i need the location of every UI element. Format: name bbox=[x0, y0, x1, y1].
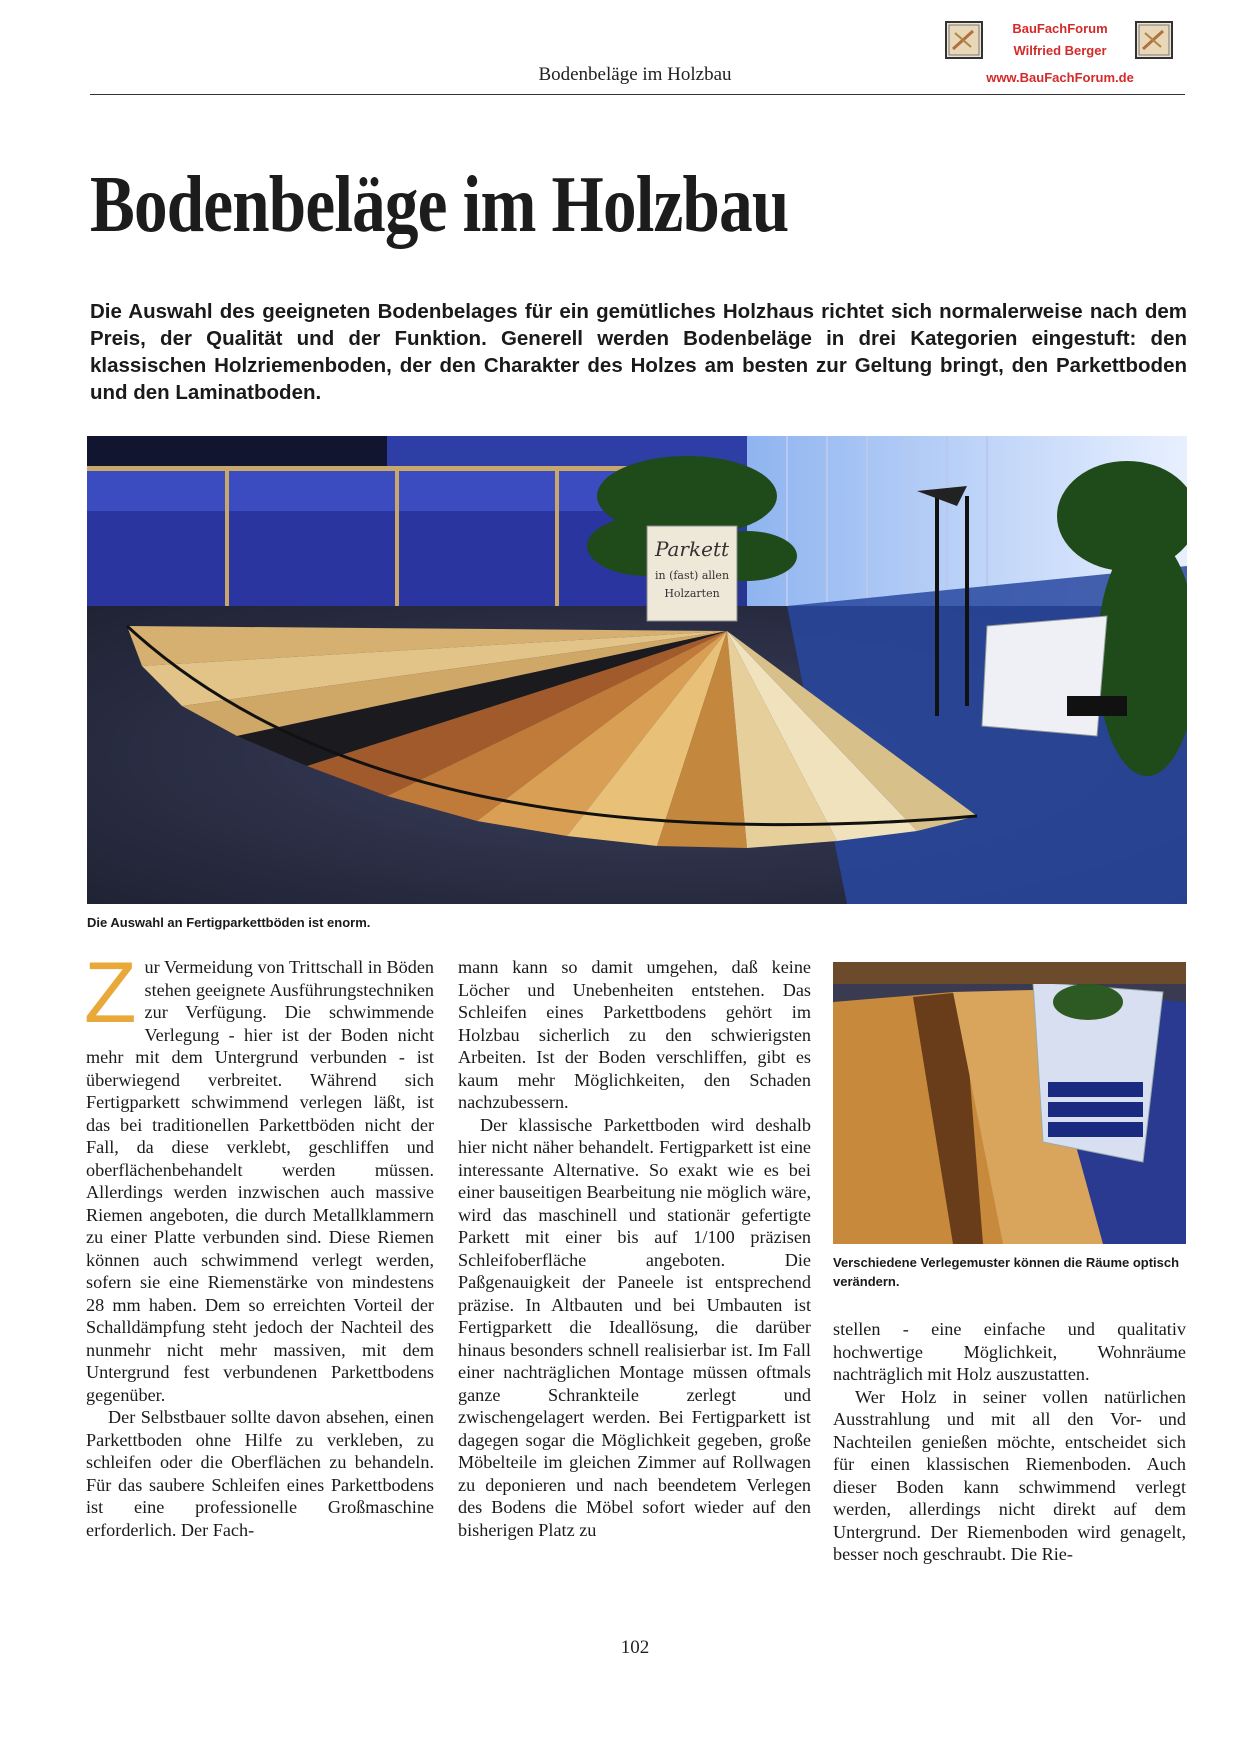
header-rule bbox=[90, 94, 1185, 95]
watermark[interactable] bbox=[945, 18, 1185, 92]
main-photo-parquet-showroom bbox=[87, 436, 1187, 904]
body-column-1 bbox=[84, 945, 434, 1541]
watermark-author: Wilfried Berger bbox=[1013, 43, 1107, 58]
body-column-2 bbox=[458, 956, 811, 1541]
main-photo-caption: Die Auswahl an Fertigparkettböden ist enorm. bbox=[87, 915, 371, 930]
article-lead: Die Auswahl des geeigneten Bodenbelages für ein gemütliches Holzhaus richtet sich normalerweise nach dem Preis, der Qualität und der Funktion. Generell werden Bodenbeläge in drei Kategorien eingestuft: den klassischen Holzriemenboden, der den Charakter des Holzes am besten zur Geltung bringt, den Parkettboden und den Laminatboden. bbox=[90, 300, 1187, 404]
photo-sign-title: Parkett bbox=[654, 537, 730, 561]
baufachforum-logo-icon bbox=[945, 21, 983, 59]
col3-paragraph-2: Wer Holz in seiner vollen natürlichen Ausstrahlung und mit all den Vor- und Nachteilen genießen möchte, entscheidet sich für einen klassischen Riemenboden. Auch dieser Boden kann schwimmend verlegt werden, allerdings nicht direkt auf dem Untergrund. Der Riemenboden wird genagelt, besser noch geschraubt. Die Rie- bbox=[833, 1386, 1186, 1564]
col2-paragraph-2: Der klassische Parkettboden wird deshalb hier nicht näher behandelt. Fertigparkett ist eine interessante Alternative. So exakt wie es bei einer bauseitigen Bearbeitung nie möglich wäre, wird das maschinell und stationär gefertigte Parkett mit einer bis auf 1/100 präzisen Schleifoberfläche angeboten. Die Paßgenauigkeit der Paneele ist entsprechend präzise. In Altbauten und bei Umbauten ist Fertigparkett die Ideallösung, die darüber hinaus besonders schnell realisierbar ist. Im Fall einer nachträglichen Montage müssen oftmals ganze Schrankteile zerlegt und zwischengelagert werden. Bei Fertigparkett ist dagegen sogar die Möglichkeit gegeben, große Möbelteile im gleichen Zimmer auf Rollwagen zu deponieren und nach beendetem Verlegen des Bodens die Möbel sofort wieder auf den bisherigen Platz zu bbox=[458, 1114, 811, 1540]
body-column-3 bbox=[833, 1318, 1186, 1566]
running-header: Bodenbeläge im Holzbau bbox=[538, 64, 732, 85]
col1-paragraph-1-text: ur Vermeidung von Trittschall in Böden stehen geeignete Ausführungstechniken zur Verfügung. Die schwimmende Verlegung - hier ist der Boden nicht mehr mit dem Untergrund verbunden - ist überwiegend verbreitet. Während sich Fertigparkett schwimmend verlegen läßt, ist das bei traditionellen Parkettböden nicht der Fall, da diese verklebt, geschliffen und oberflächenbehandelt werden müssen. Allerdings werden inzwischen auch massive Riemen angeboten, die durch Metallklammern zu einer Platte verbunden sind. Diese Riemen können auch schwimmend verlegt werden, sofern sie eine Riemenstärke von mindestens 28 mm haben. Dem so erreichten Vorteil der Schalldämpfung steht jedoch der Nachteil des nunmehr nicht mehr massiven, mit dem Untergrund fest verbundenen Parkettbodens gegenüber. bbox=[86, 957, 434, 1405]
page-number: 102 bbox=[620, 1637, 650, 1658]
watermark-url-link[interactable]: www.BauFachForum.de bbox=[986, 70, 1134, 85]
col3-paragraph-1: stellen - eine einfache und qualitativ hochwertige Möglichkeit, Wohnräume nachträglich mit Holz auszustatten. bbox=[833, 1319, 1186, 1384]
col1-paragraph-2: Der Selbstbauer sollte davon absehen, einen Parkettboden ohne Hilfe zu verkleben, zu schleifen oder die Oberflächen zu behandeln. Für das saubere Schleifen eines Parkettbodens ist eine professionelle Großmaschine erforderlich. Der Fach- bbox=[86, 1407, 434, 1540]
col1-paragraph-1 bbox=[84, 945, 434, 1406]
article-title: Bodenbeläge im Holzbau bbox=[90, 161, 789, 249]
watermark-brand: BauFachForum bbox=[1012, 21, 1108, 36]
side-photo-laying-patterns bbox=[833, 962, 1186, 1244]
drop-cap: Z bbox=[84, 945, 137, 1041]
side-photo-caption: Verschiedene Verlegemuster können die Räume optisch verändern. bbox=[833, 1255, 1180, 1289]
baufachforum-logo-icon bbox=[1135, 21, 1173, 59]
photo-sign-line-2: in (fast) allen bbox=[654, 569, 730, 582]
photo-sign-line-3: Holzarten bbox=[664, 587, 720, 600]
col2-paragraph-1: mann kann so damit umgehen, daß keine Löcher und Unebenheiten entstehen. Das Schleifen eines Parkettbodens gehört im Holzbau sicherlich zu den schwierigsten Arbeiten. Ist der Boden verschliffen, gibt es kaum mehr Möglichkeiten, den Schaden nachzubessern. bbox=[458, 957, 811, 1112]
